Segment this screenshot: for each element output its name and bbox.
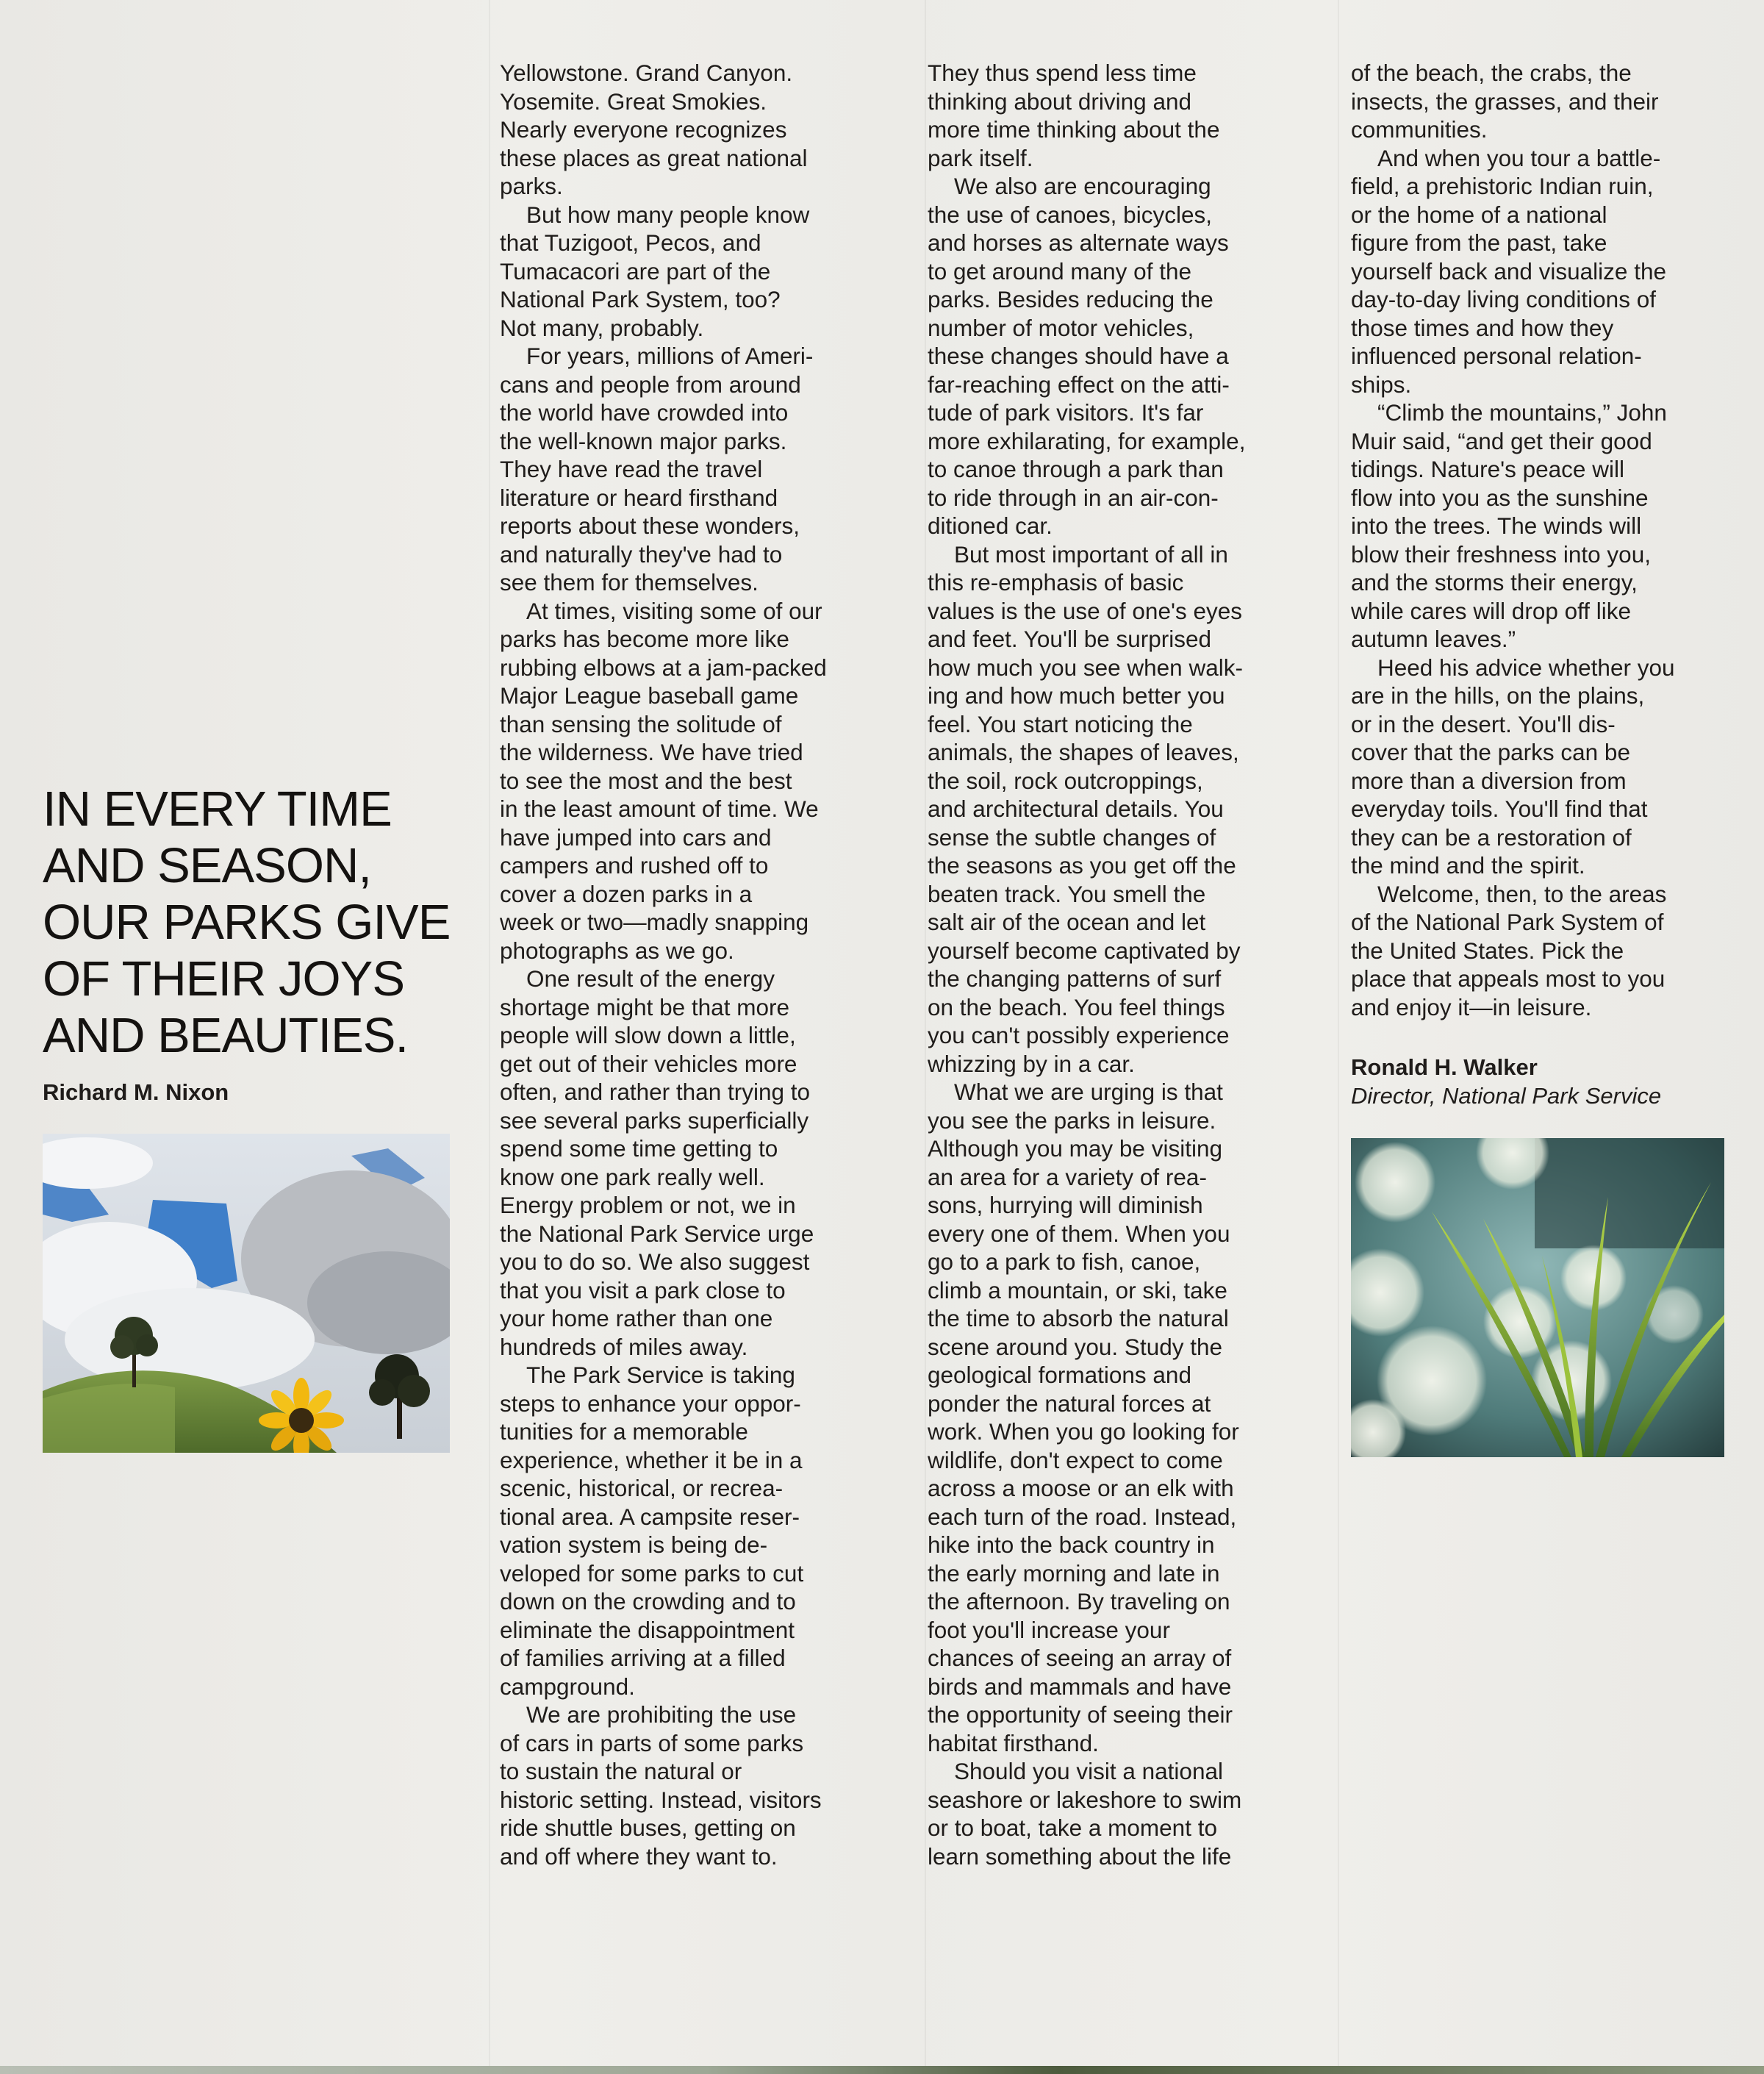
text-line: this re-emphasis of basic	[928, 569, 1184, 596]
text-line: cover a dozen parks in a	[500, 880, 753, 907]
text-line: of the beach, the crabs, the	[1351, 60, 1632, 86]
text-line: tional area. A campsite reser-	[500, 1503, 800, 1530]
paragraph	[928, 1078, 1324, 1757]
text-line: each turn of the road. Instead,	[928, 1503, 1237, 1530]
text-line: insects, the grasses, and their	[1351, 87, 1659, 115]
text-line: are in the hills, on the plains,	[1351, 682, 1645, 709]
text-line: animals, the shapes of leaves,	[928, 739, 1239, 765]
text-line: Although you may be visiting	[928, 1135, 1222, 1162]
text-line: thinking about driving and	[928, 87, 1192, 115]
text-line: that Tuzigoot, Pecos, and	[500, 229, 761, 256]
text-line: ditioned car.	[928, 512, 1053, 539]
text-line: how much you see when walk-	[928, 654, 1243, 681]
text-line: tidings. Nature's peace will	[1351, 456, 1624, 482]
paragraph	[1351, 59, 1748, 144]
bottom-edge-strip	[0, 2066, 1764, 2074]
text-line: to ride through in an air-con-	[928, 484, 1219, 511]
text-line: campground.	[500, 1673, 635, 1700]
paragraph	[500, 59, 897, 201]
text-line: park itself.	[928, 144, 1033, 171]
text-line: ride shuttle buses, getting on	[500, 1814, 796, 1841]
text-line: everyday toils. You'll find that	[1351, 795, 1648, 822]
paragraph	[928, 540, 1324, 1079]
text-line: literature or heard firsthand	[500, 484, 778, 511]
text-line: foot you'll increase your	[928, 1616, 1170, 1643]
text-line: or in the desert. You'll dis-	[1351, 710, 1616, 737]
quote-author: Richard M. Nixon	[43, 1079, 229, 1105]
text-line: the opportunity of seeing their	[928, 1701, 1233, 1728]
text-line: the wilderness. We have tried	[500, 739, 803, 765]
text-line: ponder the natural forces at	[928, 1390, 1211, 1417]
text-line: But how many people know	[526, 201, 810, 228]
text-line: and feet. You'll be surprised	[928, 626, 1212, 652]
text-line: Nearly everyone recognizes	[500, 116, 787, 143]
paragraph	[928, 1757, 1324, 1870]
text-line: values is the use of one's eyes	[928, 597, 1243, 624]
article-column-2	[928, 59, 1324, 1870]
headline-line: OF THEIR JOYS	[43, 951, 405, 1006]
text-line: autumn leaves.”	[1351, 626, 1516, 652]
text-line: to see the most and the best	[500, 767, 792, 794]
sunflower-hill-photo	[43, 1134, 450, 1453]
text-line: At times, visiting some of our	[526, 597, 822, 624]
paragraph	[1351, 398, 1748, 654]
text-line: scenic, historical, or recrea-	[500, 1475, 784, 1501]
text-line: cover that the parks can be	[1351, 739, 1630, 765]
text-line: chances of seeing an array of	[928, 1645, 1232, 1671]
text-line: One result of the energy	[526, 965, 775, 992]
text-line: more exhilarating, for example,	[928, 427, 1246, 454]
paragraph	[1351, 880, 1748, 1022]
text-line: learn something about the life	[928, 1842, 1232, 1870]
text-line: to get around many of the	[928, 257, 1191, 285]
fold-line	[1338, 0, 1339, 2074]
text-line: Muir said, “and get their good	[1351, 427, 1652, 454]
paragraph	[500, 1701, 897, 1870]
text-line: flow into you as the sunshine	[1351, 484, 1649, 511]
text-line: parks.	[500, 173, 563, 199]
text-line: yourself become captivated by	[928, 937, 1241, 964]
text-line: experience, whether it be in a	[500, 1446, 803, 1473]
text-line: week or two—madly snapping	[500, 909, 809, 935]
text-line: Should you visit a national	[954, 1758, 1223, 1784]
text-line: have jumped into cars and	[500, 823, 772, 851]
text-line: We are prohibiting the use	[526, 1701, 797, 1728]
text-line: on the beach. You feel things	[928, 993, 1225, 1020]
text-line: wildlife, don't expect to come	[928, 1446, 1223, 1473]
text-line: Yosemite. Great Smokies.	[500, 87, 767, 115]
text-line: that you visit a park close to	[500, 1276, 786, 1304]
text-line: more than a diversion from	[1351, 767, 1627, 794]
text-line: What we are urging is that	[954, 1079, 1223, 1105]
text-line: And when you tour a battle-	[1377, 144, 1661, 171]
text-line: you see the parks in leisure.	[928, 1106, 1216, 1134]
text-line: photographs as we go.	[500, 937, 734, 964]
text-line: see them for themselves.	[500, 569, 759, 596]
text-line: Tumacacori are part of the	[500, 257, 771, 285]
text-line: into the trees. The winds will	[1351, 512, 1642, 539]
text-line: an area for a variety of rea-	[928, 1163, 1207, 1190]
text-line: you to do so. We also suggest	[500, 1248, 810, 1275]
text-line: Energy problem or not, we in	[500, 1192, 796, 1218]
text-line: while cares will drop off like	[1351, 597, 1632, 624]
text-line: veloped for some parks to cut	[500, 1559, 804, 1587]
text-line: The Park Service is taking	[526, 1362, 795, 1388]
text-line: the United States. Pick the	[1351, 937, 1624, 964]
text-line: We also are encouraging	[954, 173, 1211, 199]
text-line: people will slow down a little,	[500, 1022, 796, 1048]
grass-bokeh-photo	[1351, 1138, 1724, 1457]
text-line: the National Park Service urge	[500, 1220, 814, 1247]
text-line: vation system is being de-	[500, 1531, 768, 1558]
text-line: “Climb the mountains,” John	[1377, 399, 1667, 426]
text-line: more time thinking about the	[928, 116, 1220, 143]
text-line: National Park System, too?	[500, 286, 781, 312]
text-line: They thus spend less time	[928, 60, 1197, 86]
text-line: tunities for a memorable	[500, 1418, 748, 1445]
text-line: those times and how they	[1351, 314, 1614, 341]
paragraph	[928, 172, 1324, 540]
text-line: you can't possibly experience	[928, 1022, 1230, 1048]
article-column-1	[500, 59, 897, 1870]
text-line: parks has become more like	[500, 626, 789, 652]
text-line: get out of their vehicles more	[500, 1050, 797, 1077]
text-line: the changing patterns of surf	[928, 965, 1222, 992]
text-line: But most important of all in	[954, 540, 1228, 568]
text-line: these changes should have a	[928, 343, 1229, 369]
text-line: geological formations and	[928, 1362, 1191, 1388]
text-line: the early morning and late in	[928, 1559, 1220, 1587]
text-line: the mind and the spirit.	[1351, 852, 1585, 879]
text-line: spend some time getting to	[500, 1135, 778, 1162]
headline-line: IN EVERY TIME	[43, 782, 392, 837]
text-line: these places as great national	[500, 144, 808, 171]
text-line: the seasons as you get off the	[928, 852, 1236, 879]
text-line: of cars in parts of some parks	[500, 1729, 804, 1756]
text-line: Heed his advice whether you	[1377, 654, 1675, 681]
text-line: and architectural details. You	[928, 795, 1224, 822]
text-line: sense the subtle changes of	[928, 823, 1216, 851]
text-line: Major League baseball game	[500, 682, 799, 709]
text-line: steps to enhance your oppor-	[500, 1390, 801, 1417]
article-column-3	[1351, 59, 1748, 1021]
text-line: hike into the back country in	[928, 1531, 1215, 1558]
text-line: every one of them. When you	[928, 1220, 1230, 1247]
text-line: cans and people from around	[500, 371, 801, 398]
text-line: the well-known major parks.	[500, 427, 787, 454]
text-line: of families arriving at a filled	[500, 1645, 786, 1671]
text-line: rubbing elbows at a jam-packed	[500, 654, 827, 681]
text-line: climb a mountain, or ski, take	[928, 1276, 1227, 1304]
text-line: the afternoon. By traveling on	[928, 1588, 1230, 1614]
headline-line: AND BEAUTIES.	[43, 1008, 409, 1063]
text-line: the use of canoes, bicycles,	[928, 201, 1212, 228]
text-line: communities.	[1351, 116, 1488, 143]
text-line: scene around you. Study the	[928, 1333, 1223, 1360]
text-line: in the least amount of time. We	[500, 795, 819, 822]
text-line: and horses as alternate ways	[928, 229, 1229, 256]
text-line: Yellowstone. Grand Canyon.	[500, 60, 793, 86]
text-line: the world have crowded into	[500, 399, 789, 426]
text-line: hundreds of miles away.	[500, 1333, 748, 1360]
text-line: or to boat, take a moment to	[928, 1814, 1217, 1841]
text-line: the time to absorb the natural	[928, 1305, 1229, 1331]
paragraph	[500, 965, 897, 1361]
text-line: the soil, rock outcroppings,	[928, 767, 1203, 794]
text-line: campers and rushed off to	[500, 852, 769, 879]
headline-quote	[43, 781, 484, 1064]
text-line: influenced personal relation-	[1351, 343, 1642, 369]
text-line: across a moose or an elk with	[928, 1475, 1234, 1501]
text-line: parks. Besides reducing the	[928, 286, 1213, 312]
text-line: your home rather than one	[500, 1305, 773, 1331]
paragraph	[1351, 654, 1748, 880]
text-line: Welcome, then, to the areas	[1377, 880, 1667, 907]
text-line: number of motor vehicles,	[928, 314, 1194, 341]
text-line: sons, hurrying will diminish	[928, 1192, 1203, 1218]
text-line: salt air of the ocean and let	[928, 909, 1206, 935]
text-line: figure from the past, take	[1351, 229, 1607, 256]
text-line: tude of park visitors. It's far	[928, 399, 1204, 426]
text-line: beaten track. You smell the	[928, 880, 1206, 907]
paragraph	[500, 342, 897, 597]
fold-line	[489, 0, 490, 2074]
text-line: or the home of a national	[1351, 201, 1607, 228]
text-line: eliminate the disappointment	[500, 1616, 795, 1643]
text-line: know one park really well.	[500, 1163, 765, 1190]
paragraph	[500, 597, 897, 965]
text-line: yourself back and visualize the	[1351, 257, 1666, 285]
text-line: see several parks superficially	[500, 1106, 809, 1134]
paragraph	[1351, 144, 1748, 399]
text-line: often, and rather than trying to	[500, 1079, 811, 1105]
text-line: blow their freshness into you,	[1351, 540, 1651, 568]
text-line: habitat firsthand.	[928, 1729, 1099, 1756]
text-line: and the storms their energy,	[1351, 569, 1638, 596]
text-line: feel. You start noticing the	[928, 710, 1193, 737]
text-line: historic setting. Instead, visitors	[500, 1786, 822, 1813]
text-line: work. When you go looking for	[928, 1418, 1239, 1445]
text-line: and off where they want to.	[500, 1842, 778, 1870]
text-line: to sustain the natural or	[500, 1758, 742, 1784]
text-line: day-to-day living conditions of	[1351, 286, 1656, 312]
text-line: go to a park to fish, canoe,	[928, 1248, 1201, 1275]
text-line: far-reaching effect on the atti-	[928, 371, 1230, 398]
text-line: birds and mammals and have	[928, 1673, 1232, 1700]
text-line: and naturally they've had to	[500, 540, 783, 568]
text-line: They have read the travel	[500, 456, 763, 482]
text-line: reports about these wonders,	[500, 512, 800, 539]
text-line: field, a prehistoric Indian ruin,	[1351, 173, 1654, 199]
text-line: and enjoy it—in leisure.	[1351, 993, 1592, 1020]
text-line: shortage might be that more	[500, 993, 789, 1020]
paragraph	[500, 1361, 897, 1701]
signature-name: Ronald H. Walker	[1351, 1054, 1538, 1080]
text-line: of the National Park System of	[1351, 909, 1664, 935]
text-line: to canoe through a park than	[928, 456, 1224, 482]
text-line: For years, millions of Ameri-	[526, 343, 814, 369]
text-line: ing and how much better you	[928, 682, 1225, 709]
text-line: Not many, probably.	[500, 314, 704, 341]
text-line: than sensing the solitude of	[500, 710, 782, 737]
headline-line: AND SEASON,	[43, 838, 371, 893]
headline-line: OUR PARKS GIVE	[43, 895, 451, 950]
text-line: down on the crowding and to	[500, 1588, 796, 1614]
text-line: ships.	[1351, 371, 1412, 398]
text-line: place that appeals most to you	[1351, 965, 1666, 992]
text-line: whizzing by in a car.	[928, 1050, 1135, 1077]
fold-line	[925, 0, 926, 2074]
text-line: seashore or lakeshore to swim	[928, 1786, 1242, 1813]
text-line: they can be a restoration of	[1351, 823, 1632, 851]
signature-title: Director, National Park Service	[1351, 1083, 1662, 1109]
paragraph	[500, 201, 897, 343]
paragraph	[928, 59, 1324, 172]
